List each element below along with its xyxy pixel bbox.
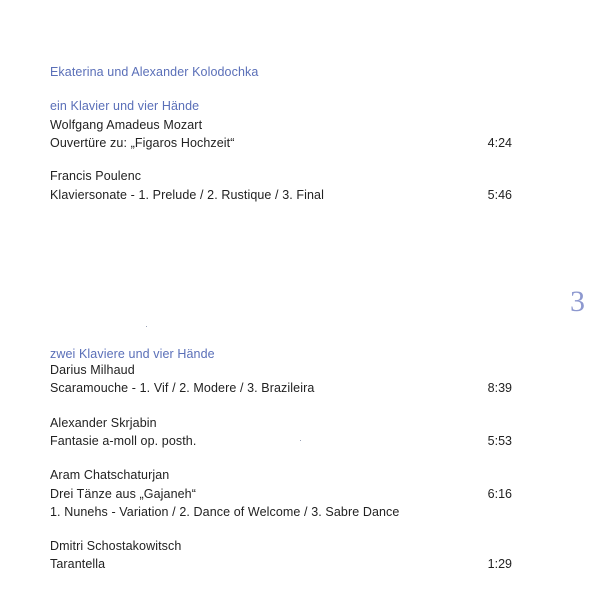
composer: Alexander Skrjabin xyxy=(50,416,157,430)
work-subtitle: 1. Nunehs - Variation / 2. Dance of Welcome / 3. Sabre Dance xyxy=(50,505,400,519)
duration: 5:53 xyxy=(487,434,512,448)
composer: Aram Chatschaturjan xyxy=(50,468,170,482)
work-title: Klaviersonate - 1. Prelude / 2. Rustique / 3. Final xyxy=(50,188,324,202)
work-title: Scaramouche - 1. Vif / 2. Modere / 3. Brazileira xyxy=(50,381,315,395)
section-heading: ein Klavier und vier Hände xyxy=(50,99,200,113)
print-speck xyxy=(146,326,147,327)
work-title: Fantasie a-moll op. posth. xyxy=(50,434,197,448)
work-title: Tarantella xyxy=(50,557,106,571)
duration: 6:16 xyxy=(487,487,512,501)
print-speck xyxy=(300,440,301,441)
composer: Wolfgang Amadeus Mozart xyxy=(50,118,203,132)
composer: Francis Poulenc xyxy=(50,169,142,183)
duration: 4:24 xyxy=(487,136,512,150)
work-title: Ouvertüre zu: „Figaros Hochzeit“ xyxy=(50,136,235,150)
duration: 8:39 xyxy=(487,381,512,395)
page-number: 3 xyxy=(570,285,585,318)
performers: Ekaterina und Alexander Kolodochka xyxy=(50,65,259,79)
composer: Darius Milhaud xyxy=(50,363,135,377)
duration: 1:29 xyxy=(487,557,512,571)
duration: 5:46 xyxy=(487,188,512,202)
composer: Dmitri Schostakowitsch xyxy=(50,539,182,553)
work-title: Drei Tänze aus „Gajaneh“ xyxy=(50,487,196,501)
section-heading: zwei Klaviere und vier Hände xyxy=(50,347,215,361)
